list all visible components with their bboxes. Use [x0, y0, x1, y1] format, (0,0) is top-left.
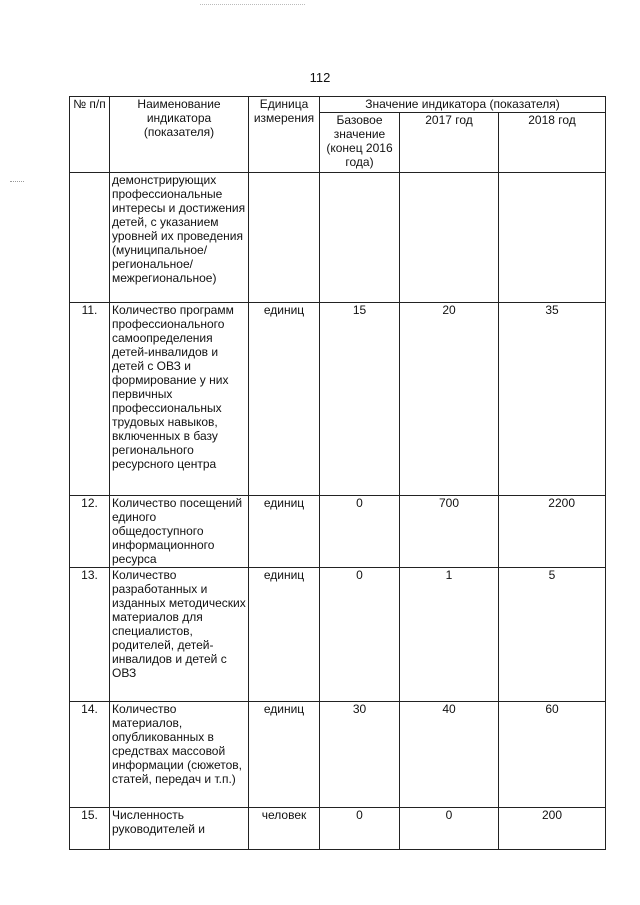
- scan-artifact: [200, 4, 305, 6]
- row-2017: 20: [400, 303, 499, 496]
- page-number: 112: [309, 70, 331, 85]
- row-name: Количество разработанных и изданных методических материалов для специалистов, родителей, детей-инвалидов и детей с ОВЗ: [110, 568, 249, 702]
- row-2017: 40: [400, 702, 499, 808]
- row-name: Численность руководителей и: [110, 808, 249, 850]
- scan-artifact: [10, 181, 24, 183]
- row-unit: единиц: [249, 496, 320, 568]
- row-2018: [499, 173, 606, 303]
- row-2017: 700: [400, 496, 499, 568]
- header-base: Базовое значение (конец 2016 года): [320, 113, 400, 173]
- row-unit: человек: [249, 808, 320, 850]
- row-number: 13.: [70, 568, 110, 702]
- row-base: [320, 173, 400, 303]
- indicator-table: [69, 96, 606, 850]
- table-row: [70, 808, 606, 850]
- row-2017: 0: [400, 808, 499, 850]
- row-number: [70, 173, 110, 303]
- row-number: 14.: [70, 702, 110, 808]
- header-value-group: Значение индикатора (показателя): [320, 97, 606, 113]
- header-unit: Единица измерения: [249, 97, 320, 173]
- row-2018: 5: [499, 568, 606, 702]
- row-2018: 60: [499, 702, 606, 808]
- row-number: 12.: [70, 496, 110, 568]
- row-2018: 35: [499, 303, 606, 496]
- row-base: 0: [320, 808, 400, 850]
- row-name: Количество программ профессионального самоопределения детей-инвалидов и детей с ОВЗ и формирование у них первичных профессиональных трудовых навыков, включенных в базу регионального ресурсного центра: [110, 303, 249, 496]
- table-row: [70, 496, 606, 568]
- row-2018: 200: [499, 808, 606, 850]
- row-2018: 2200: [499, 496, 606, 568]
- row-unit: единиц: [249, 702, 320, 808]
- table-row: [70, 702, 606, 808]
- row-base: 30: [320, 702, 400, 808]
- row-name: Количество материалов, опубликованных в средствах массовой информации (сюжетов, статей, передач и т.п.): [110, 702, 249, 808]
- row-name: демонстрирующих профессиональные интересы и достижения детей, с указанием уровней их проведения (муниципальное/ региональное/ межрегиональное): [110, 173, 249, 303]
- table-row: [70, 568, 606, 702]
- table-row: [70, 173, 606, 303]
- row-number: 11.: [70, 303, 110, 496]
- row-name: Количество посещений единого общедоступного информационного ресурса: [110, 496, 249, 568]
- row-unit: единиц: [249, 303, 320, 496]
- row-2017: 1: [400, 568, 499, 702]
- row-number: 15.: [70, 808, 110, 850]
- header-name: Наименование индикатора (показателя): [110, 97, 249, 173]
- row-base: 0: [320, 496, 400, 568]
- table-row: [70, 303, 606, 496]
- header-2017: 2017 год: [400, 113, 499, 173]
- row-base: 0: [320, 568, 400, 702]
- row-unit: [249, 173, 320, 303]
- header-num: № п/п: [70, 97, 110, 173]
- row-base: 15: [320, 303, 400, 496]
- header-2018: 2018 год: [499, 113, 606, 173]
- row-2017: [400, 173, 499, 303]
- row-unit: единиц: [249, 568, 320, 702]
